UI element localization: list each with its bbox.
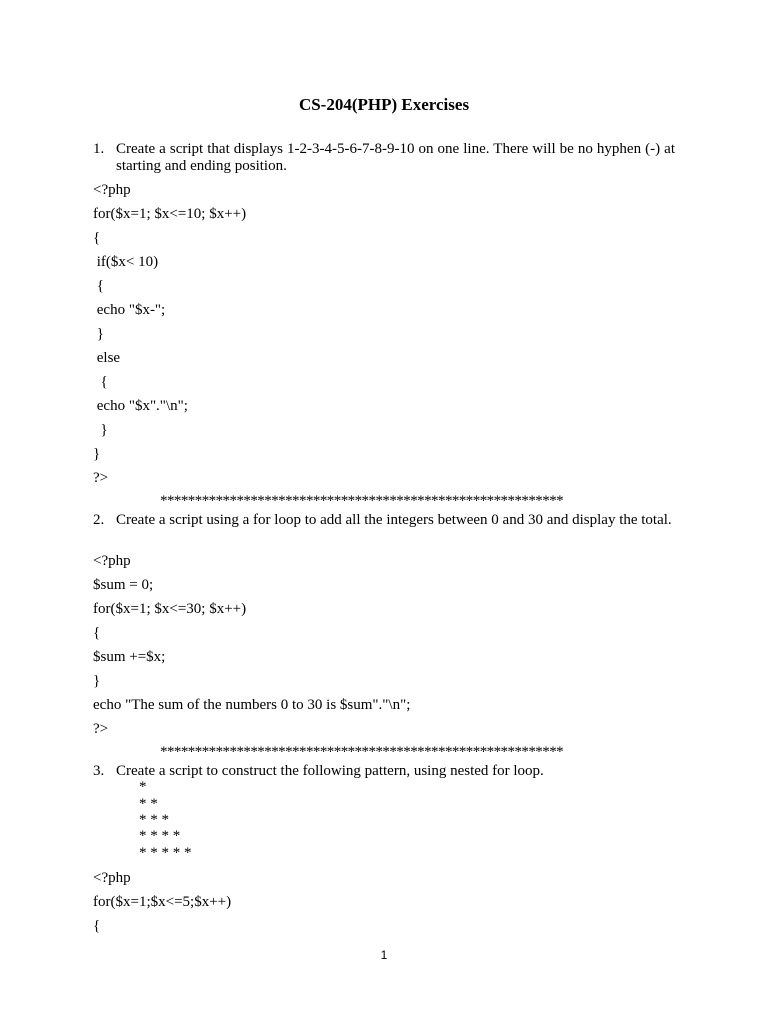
code-line: { bbox=[93, 230, 101, 246]
question-1 bbox=[93, 141, 675, 175]
code-line: for($x=1; $x<=10; $x++) bbox=[93, 206, 247, 222]
code-line: } bbox=[93, 422, 108, 438]
code-line: <?php bbox=[93, 553, 131, 569]
pattern-row: * * * * * bbox=[139, 845, 192, 861]
separator: ********************************************************** bbox=[160, 744, 564, 760]
code-line: { bbox=[93, 625, 101, 641]
question-text: Create a script to construct the following pattern, using nested for loop. bbox=[116, 763, 544, 779]
code-line: echo "$x-"; bbox=[93, 302, 166, 318]
code-line: $sum = 0; bbox=[93, 577, 154, 593]
code-line: ?> bbox=[93, 721, 109, 737]
code-line: echo "$x"."\n"; bbox=[93, 398, 188, 414]
page-number: 1 bbox=[380, 948, 388, 962]
code-line: { bbox=[93, 374, 108, 390]
question-text: Create a script that displays 1-2-3-4-5-6-7-8-9-10 on one line. There will be no hyphen (-) at starting and ending position. bbox=[116, 141, 675, 174]
pattern-row: * * bbox=[139, 796, 158, 812]
question-3 bbox=[93, 763, 675, 780]
code-line: if($x< 10) bbox=[93, 254, 159, 270]
code-line: <?php bbox=[93, 182, 131, 198]
code-line: <?php bbox=[93, 870, 131, 886]
code-line: } bbox=[93, 673, 101, 689]
pattern-row: * bbox=[139, 779, 147, 795]
code-line: { bbox=[93, 918, 101, 934]
pattern-row: * * * bbox=[139, 812, 169, 828]
code-line: else bbox=[93, 350, 121, 366]
question-2 bbox=[93, 512, 675, 529]
code-line: } bbox=[93, 326, 104, 342]
question-number: 1. bbox=[93, 141, 105, 157]
pattern-row: * * * * bbox=[139, 828, 181, 844]
question-number: 3. bbox=[93, 763, 105, 779]
code-line: } bbox=[93, 446, 101, 462]
code-line: { bbox=[93, 278, 104, 294]
question-number: 2. bbox=[93, 512, 105, 528]
code-line: for($x=1;$x<=5;$x++) bbox=[93, 894, 232, 910]
code-line: for($x=1; $x<=30; $x++) bbox=[93, 601, 247, 617]
code-line: echo "The sum of the numbers 0 to 30 is $sum"."\n"; bbox=[93, 697, 411, 713]
code-line: $sum +=$x; bbox=[93, 649, 166, 665]
code-line: ?> bbox=[93, 470, 109, 486]
separator: ********************************************************** bbox=[160, 493, 564, 509]
page-title: CS-204(PHP) Exercises bbox=[298, 95, 470, 114]
question-text: Create a script using a for loop to add all the integers between 0 and 30 and display the total. bbox=[116, 512, 672, 528]
